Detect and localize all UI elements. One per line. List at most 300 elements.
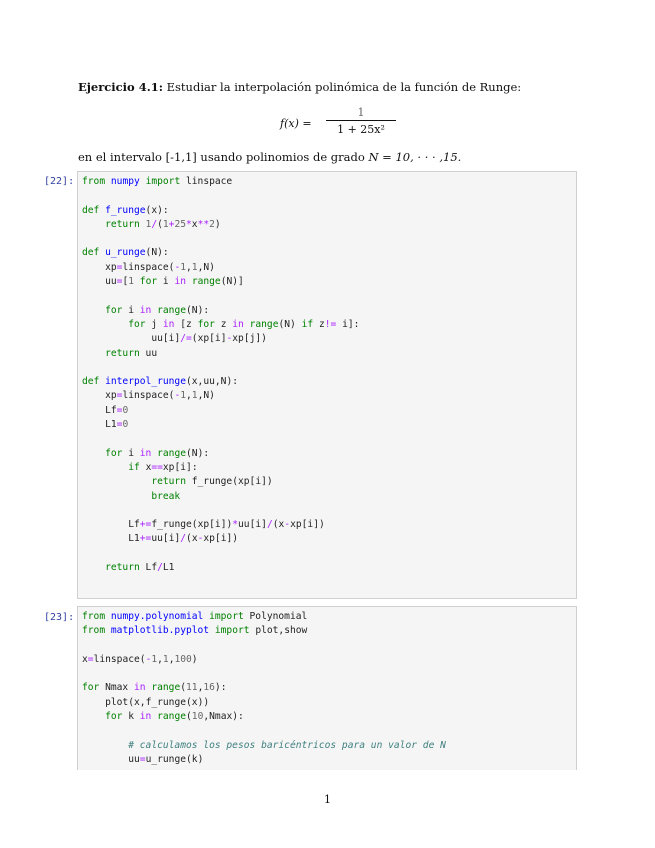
- code-token: return: [151, 476, 186, 488]
- code-token: def: [82, 376, 100, 388]
- code-token: z: [220, 318, 227, 330]
- code-token: in: [134, 682, 146, 694]
- code-token: /: [151, 218, 158, 230]
- code-token: N: [203, 261, 210, 273]
- code-token: *: [186, 218, 192, 230]
- formula-numerator: 1: [326, 106, 396, 121]
- code-token: ,: [186, 390, 192, 402]
- code-token: def: [82, 204, 100, 216]
- code-line: [82, 319, 359, 330]
- code-token: xp: [232, 333, 244, 345]
- code-token: ): [226, 519, 233, 531]
- code-token: uu: [151, 333, 163, 345]
- code-token: 100: [174, 653, 192, 665]
- code-token: i: [168, 333, 175, 345]
- code-token: ]: [347, 318, 354, 330]
- code-token: ,: [197, 682, 204, 694]
- code-block[interactable]: [78, 607, 576, 767]
- code-token: (: [186, 753, 192, 765]
- code-token: 11: [186, 682, 198, 694]
- code-token: [82, 519, 128, 530]
- code-token: for: [82, 682, 100, 694]
- code-token: N: [191, 304, 198, 316]
- formula-lhs: f(x) =: [280, 117, 312, 130]
- code-token: f_runge: [145, 696, 186, 708]
- code-token: break: [151, 490, 181, 502]
- code-line: [82, 247, 169, 258]
- code-token: +=: [139, 519, 152, 531]
- code-token: L1: [128, 533, 140, 545]
- code-token: :: [232, 376, 239, 388]
- code-token: 1: [162, 218, 169, 230]
- code-token: ): [266, 476, 273, 488]
- code-token: in: [139, 711, 152, 723]
- code-token: (: [186, 447, 192, 459]
- code-token: -: [226, 333, 233, 345]
- code-token: ): [232, 276, 239, 288]
- code-token: ]: [174, 533, 181, 545]
- code-token: def: [82, 247, 100, 259]
- code-token: in: [174, 276, 187, 288]
- code-token: ,: [197, 376, 204, 388]
- page-number: 1: [324, 793, 331, 806]
- code-token: from: [82, 625, 106, 637]
- code-token: ): [197, 304, 204, 316]
- code-token: (: [191, 519, 198, 531]
- code-token: ==: [151, 461, 163, 473]
- code-token: x: [191, 696, 198, 708]
- code-token: (: [157, 218, 163, 230]
- code-token: [82, 276, 105, 287]
- code-line: [82, 491, 180, 502]
- code-line: [82, 611, 307, 622]
- code-token: :: [162, 247, 169, 259]
- exercise-label: Ejercicio 4.1:: [78, 80, 163, 94]
- code-token: xp: [162, 461, 175, 473]
- code-token: -: [174, 390, 181, 402]
- code-token: [82, 419, 105, 430]
- code-token: 1: [162, 653, 169, 665]
- code-token: [82, 562, 105, 573]
- code-line: [82, 276, 244, 287]
- code-token: 16: [203, 682, 215, 694]
- interval-math: N = 10, · · · ,15.: [368, 150, 462, 164]
- code-token: ]: [261, 476, 267, 488]
- code-line: [82, 682, 226, 693]
- code-token: (: [168, 261, 175, 273]
- code-token: ,: [197, 390, 204, 402]
- code-token: xp: [290, 519, 302, 531]
- code-token: :: [162, 204, 169, 216]
- code-token: ]: [238, 276, 244, 288]
- code-token: in: [139, 304, 152, 316]
- code-token: ): [214, 682, 221, 694]
- code-token: f_runge: [105, 204, 146, 216]
- code-token: [: [122, 276, 129, 288]
- code-token: 1: [145, 218, 152, 230]
- code-token: Lf: [128, 519, 140, 531]
- code-token: uu: [203, 376, 215, 388]
- code-token: ): [191, 653, 198, 665]
- code-token: (: [185, 376, 192, 388]
- code-token: 1: [180, 261, 187, 273]
- code-token: [: [243, 333, 250, 345]
- code-token: u_runge: [145, 753, 186, 765]
- interval-text: en el intervalo [-1,1] usando polinomios de grado: [78, 150, 369, 164]
- code-token: N: [226, 276, 233, 288]
- code-token: u_runge: [105, 247, 146, 259]
- code-token: [82, 533, 128, 544]
- code-token: uu: [128, 753, 140, 765]
- formula-fraction: [326, 106, 396, 136]
- code-token: [82, 476, 151, 487]
- code-token: (: [139, 653, 146, 665]
- exercise-statement: [78, 80, 521, 94]
- code-token: L1: [105, 419, 117, 431]
- code-token: Lf: [145, 562, 158, 574]
- code-token: :: [191, 461, 198, 473]
- code-token: ,: [278, 625, 285, 637]
- code-token: f_runge: [191, 476, 233, 488]
- code-line: [82, 348, 157, 359]
- code-token: i: [214, 519, 221, 531]
- code-token: [: [209, 333, 215, 345]
- code-token: [82, 462, 128, 473]
- code-cell-23[interactable]: [77, 606, 577, 770]
- code-token: Nmax: [209, 711, 233, 723]
- code-token: x: [82, 653, 88, 665]
- code-token: from: [82, 611, 106, 622]
- code-token: ): [214, 218, 221, 230]
- code-token: import: [214, 625, 250, 637]
- code-token: show: [284, 625, 308, 637]
- code-token: ,: [214, 376, 221, 388]
- code-token: [82, 390, 105, 401]
- code-token: x: [191, 218, 198, 230]
- code-token: Nmax: [105, 682, 129, 694]
- code-token: j: [249, 333, 256, 345]
- code-token: ]: [226, 533, 233, 545]
- code-token: numpy: [110, 176, 140, 187]
- code-token: 2: [209, 218, 215, 230]
- code-token: (: [168, 390, 175, 402]
- code-token: /=: [180, 333, 192, 345]
- code-token: (: [272, 519, 279, 531]
- code-token: ,: [168, 653, 175, 665]
- code-token: :: [220, 682, 227, 694]
- code-token: ): [157, 247, 163, 259]
- code-line: [82, 305, 209, 316]
- code-line: [82, 654, 198, 665]
- code-token: [: [209, 519, 215, 531]
- code-token: [: [174, 461, 181, 473]
- code-token: [: [249, 519, 256, 531]
- code-token: -: [197, 533, 204, 545]
- code-token: +: [168, 218, 175, 230]
- code-token: [82, 711, 105, 722]
- code-token: ): [203, 696, 210, 708]
- code-token: [82, 448, 105, 459]
- code-token: xp: [237, 476, 250, 488]
- code-line: [82, 476, 273, 487]
- code-token: x: [191, 376, 198, 388]
- code-token: [: [162, 333, 169, 345]
- code-line: [82, 519, 325, 530]
- code-token: 1: [191, 261, 198, 273]
- code-token: ): [232, 533, 239, 545]
- code-token: in: [162, 318, 175, 330]
- code-token: xp: [197, 519, 210, 531]
- code-token: N: [284, 318, 291, 330]
- code-token: /: [180, 533, 187, 545]
- code-token: [82, 319, 128, 330]
- code-token: :: [203, 304, 210, 316]
- code-token: :: [203, 447, 210, 459]
- cell-prompt-22: [22]:: [44, 176, 75, 187]
- code-token: for: [139, 276, 158, 288]
- code-line: [82, 533, 238, 544]
- code-token: range: [249, 318, 279, 330]
- code-token: range: [151, 682, 181, 694]
- code-token: :: [238, 711, 244, 723]
- code-token: 0: [122, 419, 129, 431]
- code-line: [82, 740, 446, 751]
- code-token: return: [105, 562, 140, 574]
- code-token: uu: [238, 519, 250, 531]
- code-token: (: [180, 682, 187, 694]
- code-token: ): [209, 261, 215, 273]
- code-token: k: [191, 753, 198, 765]
- code-token: N: [203, 390, 210, 402]
- code-line: [82, 219, 221, 230]
- code-token: [82, 740, 128, 751]
- code-token: ): [261, 333, 267, 345]
- code-line: [82, 405, 128, 416]
- code-token: ]: [220, 519, 227, 531]
- code-token: ]: [220, 333, 227, 345]
- code-token: j: [151, 318, 158, 330]
- code-line: [82, 333, 267, 344]
- code-token: i: [128, 447, 134, 459]
- code-token: uu: [145, 347, 158, 359]
- code-token: (: [186, 304, 192, 316]
- code-token: =: [116, 419, 123, 431]
- code-token: (: [145, 204, 152, 216]
- code-token: [82, 754, 128, 765]
- code-token: i: [162, 276, 169, 288]
- code-token: numpy.polynomial: [110, 611, 204, 622]
- code-line: [82, 625, 307, 636]
- code-token: (: [145, 247, 152, 259]
- code-line: [82, 462, 198, 473]
- code-token: +=: [139, 533, 152, 545]
- code-token: *: [232, 519, 239, 531]
- code-token: [82, 491, 151, 502]
- code-token: in: [139, 447, 152, 459]
- code-token: =: [116, 276, 123, 288]
- code-token: k: [128, 711, 134, 723]
- code-token: =: [116, 390, 123, 402]
- formula-denominator: 1 + 25x²: [337, 123, 385, 136]
- code-block[interactable]: [78, 172, 576, 575]
- code-token: !=: [324, 318, 337, 330]
- code-token: 1: [128, 276, 135, 288]
- code-token: =: [116, 261, 123, 273]
- code-token: for: [128, 318, 146, 330]
- code-token: for: [197, 318, 215, 330]
- code-token: range: [157, 304, 187, 316]
- code-token: in: [232, 318, 244, 330]
- code-token: (: [220, 276, 227, 288]
- code-token: x: [145, 461, 152, 473]
- code-token: i: [255, 519, 262, 531]
- code-token: (: [128, 696, 134, 708]
- code-token: ): [197, 753, 204, 765]
- code-token: N: [220, 376, 227, 388]
- code-token: ,: [197, 261, 204, 273]
- code-cell-22[interactable]: [77, 171, 577, 599]
- code-line: [82, 562, 174, 573]
- code-token: [: [214, 533, 221, 545]
- code-token: [: [180, 318, 187, 330]
- code-token: i: [307, 519, 314, 531]
- code-token: return: [105, 218, 140, 230]
- code-token: interpol_runge: [105, 376, 186, 388]
- code-token: [82, 305, 105, 316]
- code-token: (: [186, 711, 192, 723]
- code-token: ,: [139, 696, 146, 708]
- code-token: (: [186, 696, 192, 708]
- code-token: N: [151, 247, 158, 259]
- code-token: [82, 405, 105, 416]
- code-token: i: [342, 318, 348, 330]
- code-token: -: [284, 519, 291, 531]
- code-token: [82, 348, 105, 359]
- code-token: xp: [197, 333, 210, 345]
- code-token: Polynomial: [249, 611, 308, 622]
- code-token: Lf: [105, 404, 117, 416]
- code-token: x: [278, 519, 285, 531]
- code-token: (: [191, 333, 198, 345]
- code-token: ]: [261, 519, 267, 531]
- code-token: linspace: [122, 390, 169, 402]
- code-token: for: [105, 304, 123, 316]
- code-line: [82, 697, 209, 708]
- code-line: [82, 448, 209, 459]
- code-token: i: [168, 533, 175, 545]
- code-line: [82, 176, 232, 187]
- code-token: N: [191, 447, 198, 459]
- code-token: =: [116, 404, 123, 416]
- code-line: [82, 711, 244, 722]
- code-token: z: [186, 318, 192, 330]
- code-token: (: [278, 318, 285, 330]
- code-token: [82, 219, 105, 230]
- code-token: [: [249, 476, 256, 488]
- code-token: xp: [105, 390, 117, 402]
- code-line: [82, 754, 203, 765]
- code-token: x: [134, 696, 140, 708]
- code-token: :: [353, 318, 360, 330]
- code-token: =: [139, 753, 146, 765]
- code-token: ): [318, 519, 325, 531]
- code-token: range: [157, 711, 187, 723]
- code-token: i: [255, 476, 262, 488]
- code-token: x: [151, 204, 158, 216]
- code-token: (: [232, 476, 238, 488]
- code-token: for: [105, 447, 123, 459]
- exercise-text: Estudiar la interpolación polinómica de la función de Runge:: [166, 80, 522, 94]
- code-token: import: [209, 611, 244, 622]
- code-token: ,: [203, 711, 210, 723]
- code-token: xp: [203, 533, 215, 545]
- code-token: [82, 697, 105, 708]
- code-token: range: [157, 447, 187, 459]
- code-token: f_runge: [151, 519, 192, 531]
- code-token: ,: [186, 261, 192, 273]
- code-token: /: [157, 562, 163, 574]
- code-token: -: [145, 653, 152, 665]
- code-token: i: [128, 304, 134, 316]
- code-token: i: [180, 461, 187, 473]
- code-token: x: [191, 533, 198, 545]
- code-token: plot: [105, 696, 129, 708]
- code-token: uu: [105, 276, 117, 288]
- code-token: 1: [180, 390, 187, 402]
- code-token: ]: [255, 333, 262, 345]
- code-token: from: [82, 176, 106, 187]
- code-token: if: [301, 318, 314, 330]
- code-token: linspace: [93, 653, 140, 665]
- code-token: **: [197, 218, 210, 230]
- code-token: [: [162, 533, 169, 545]
- code-token: ]: [186, 461, 192, 473]
- code-token: [: [301, 519, 308, 531]
- code-token: plot: [255, 625, 279, 637]
- code-token: 0: [122, 404, 129, 416]
- code-token: xp: [105, 261, 117, 273]
- code-token: [82, 333, 151, 344]
- code-token: i: [220, 533, 227, 545]
- code-token: ): [197, 447, 204, 459]
- code-token: =: [87, 653, 94, 665]
- code-token: 1: [191, 390, 198, 402]
- code-token: return: [105, 347, 140, 359]
- code-line: [82, 390, 215, 401]
- code-token: ,: [157, 653, 163, 665]
- code-token: linspace: [186, 176, 233, 187]
- code-token: -: [174, 261, 181, 273]
- code-token: 25: [174, 218, 187, 230]
- code-token: ): [290, 318, 296, 330]
- code-token: ): [157, 204, 163, 216]
- code-token: /: [266, 519, 273, 531]
- code-line: [82, 262, 215, 273]
- code-token: import: [145, 176, 181, 187]
- code-token: [82, 262, 105, 273]
- code-token: uu: [151, 533, 163, 545]
- code-token: ]: [313, 519, 319, 531]
- code-comment: # calculamos los pesos baricéntricos para un valor de N: [128, 739, 446, 751]
- code-token: (: [186, 533, 192, 545]
- code-line: [82, 419, 128, 430]
- runge-formula: [280, 106, 400, 142]
- cell-prompt-23: [23]:: [44, 612, 75, 623]
- code-token: ]: [174, 333, 181, 345]
- code-token: i: [214, 333, 221, 345]
- code-token: z: [318, 318, 325, 330]
- code-token: L1: [162, 562, 175, 574]
